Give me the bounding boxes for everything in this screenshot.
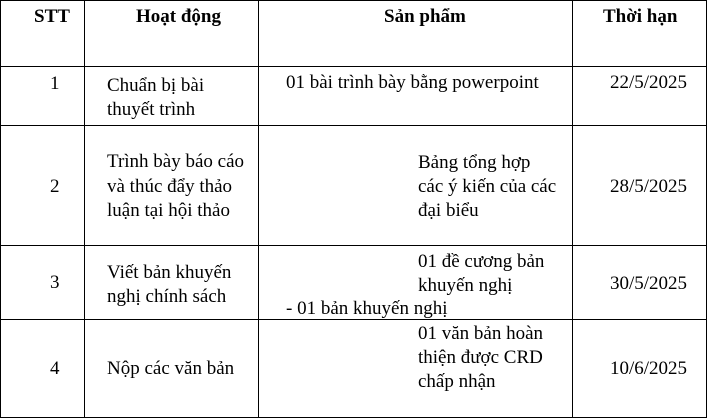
row2-deadline: 28/5/2025 — [610, 176, 688, 197]
header-activity: Hoạt động — [136, 6, 221, 27]
row4-product-line3: chấp nhận — [418, 371, 496, 392]
row3-activity-line1: Viết bản khuyến — [107, 262, 232, 283]
row-border — [0, 66, 707, 67]
header-deadline: Thời hạn — [603, 6, 678, 27]
col-border — [572, 0, 573, 418]
row2-product-line1: Bảng tổng hợp — [418, 152, 531, 173]
header-product: Sản phẩm — [384, 6, 466, 27]
row2-stt: 2 — [50, 176, 60, 197]
row4-product-line1: 01 văn bản hoàn — [418, 323, 544, 344]
row2-product-line2: các ý kiến của các — [418, 176, 557, 197]
row3-product-line1: 01 đề cương bản — [418, 251, 545, 272]
row1-product-line1: 01 bài trình bày bằng powerpoint — [286, 72, 539, 93]
row-border — [0, 0, 707, 1]
row1-activity-line2: thuyết trình — [107, 99, 196, 120]
row2-product-line3: đại biểu — [418, 200, 479, 221]
header-stt: STT — [34, 6, 70, 27]
row3-activity-line2: nghị chính sách — [107, 286, 227, 307]
row3-stt: 3 — [50, 272, 60, 293]
row3-product-line2: khuyến nghị — [418, 275, 513, 296]
col-border — [258, 0, 259, 418]
col-border — [84, 0, 85, 418]
row3-product-line3: - 01 bản khuyến nghị — [286, 298, 448, 319]
row4-activity-line1: Nộp các văn bản — [107, 358, 235, 379]
row1-stt: 1 — [50, 73, 60, 94]
row2-activity-line3: luận tại hội thảo — [107, 200, 230, 221]
row3-deadline: 30/5/2025 — [610, 273, 688, 294]
col-border — [0, 0, 1, 418]
row4-product-line2: thiện được CRD — [418, 347, 543, 368]
row4-stt: 4 — [50, 358, 60, 379]
row-border — [0, 125, 707, 126]
row2-activity-line2: và thúc đẩy thảo — [107, 176, 233, 197]
row2-activity-line1: Trình bày báo cáo — [107, 151, 245, 172]
row-border — [0, 245, 707, 246]
row1-activity-line1: Chuẩn bị bài — [107, 75, 205, 96]
row4-deadline: 10/6/2025 — [610, 358, 688, 379]
row1-deadline: 22/5/2025 — [610, 72, 688, 93]
